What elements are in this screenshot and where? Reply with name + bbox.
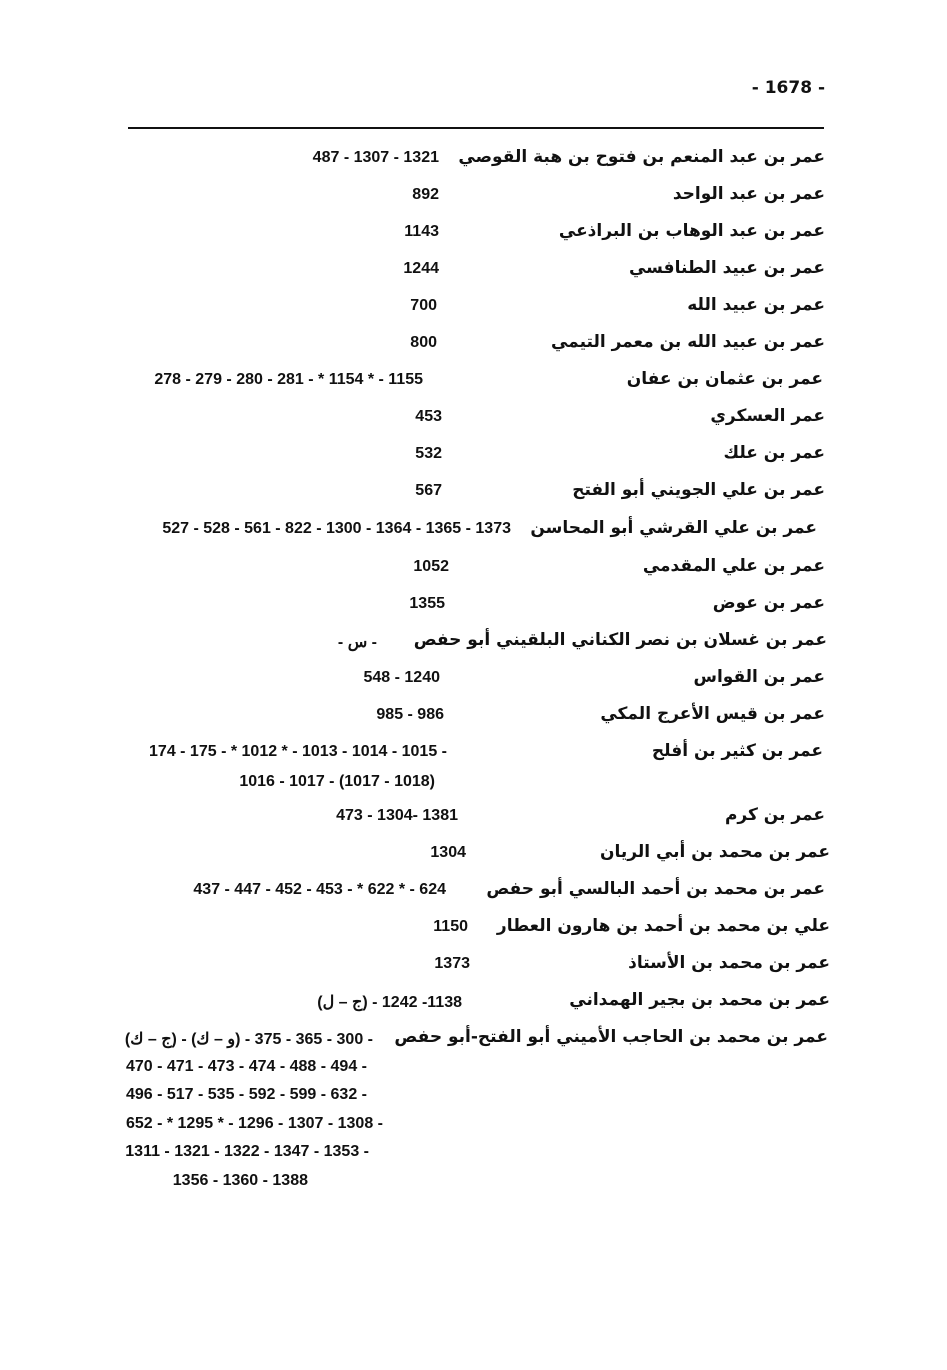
entry-name: عمر بن غسلان بن نصر الكناني البلقيني أبو حفص: [413, 630, 827, 650]
entry-page-refs: 1150: [433, 918, 468, 935]
entry-name: عمر بن عبد الوهاب بن البراذعي: [558, 221, 825, 241]
entry-page-refs: 174 - 175 - * 1012 * - 1013 - 1014 - 1015 -: [149, 743, 447, 760]
entry-page-refs: 1356 - 1360 - 1388: [172, 1171, 308, 1189]
entry-page-refs: (ج – ل) - 1138- 1242: [317, 994, 462, 1011]
entry-name: عمر بن عبيد الطنافسي: [628, 258, 825, 278]
entry-page-refs: - س -: [337, 634, 377, 651]
entry-name: عمر بن علك: [723, 443, 825, 463]
entry-page-refs: 1355: [409, 595, 445, 612]
page-number: - 1678 -: [751, 78, 825, 98]
entry-page-refs: 800: [410, 334, 437, 351]
entry-page-refs: 532: [415, 445, 442, 462]
entry-page-refs: 453: [415, 408, 442, 425]
entry-page-refs: 1311 - 1321 - 1322 - 1347 - 1353 -: [125, 1143, 369, 1160]
entry-page-refs: 1143: [404, 223, 439, 240]
entry-page-refs: 892: [412, 186, 439, 203]
entry-name: عمر بن كثير بن أفلح: [651, 741, 823, 761]
entry-page-refs: 548 - 1240: [363, 669, 440, 686]
entry-name: عمر بن عبد الواحد: [672, 184, 825, 204]
entry-name: عمر العسكري: [710, 406, 825, 426]
entry-name: عمر بن محمد بن بجير الهمداني: [569, 990, 830, 1010]
entry-name: عمر بن عوض: [712, 593, 825, 613]
entry-name: عمر بن قيس الأعرج المكي: [600, 704, 825, 724]
entry-page-refs: 567: [415, 482, 442, 499]
entry-name: عمر بن علي القرشي أبو المحاسن: [530, 518, 817, 538]
entry-page-refs: 1244: [403, 260, 439, 277]
entry-name: عمر بن القواس: [693, 667, 825, 687]
entry-name: عمر بن كرم: [724, 805, 825, 825]
entry-page-refs: 1304: [430, 844, 466, 861]
entry-page-refs: 437 - 447 - 452 - 453 - * 622 * - 624: [193, 881, 446, 898]
entry-page-refs: 985 - 986: [376, 706, 444, 723]
entry-name: عمر بن عبيد الله بن معمر التيمي: [550, 332, 825, 352]
entry-name: عمر بن علي المقدمي: [642, 556, 825, 576]
entry-page-refs: 1052: [413, 558, 449, 575]
entry-name: عمر بن محمد بن أحمد البالسي أبو حفص: [486, 879, 825, 899]
entry-page-refs: 278 - 279 - 280 - 281 - * 1154 * - 1155: [154, 371, 423, 388]
entry-page-refs: 700: [410, 297, 437, 314]
entry-name: عمر بن عبد المنعم بن فتوح بن هبة القوصي: [458, 147, 825, 167]
header-rule: [128, 127, 824, 129]
entry-name: عمر بن محمد بن أبي الريان: [599, 842, 830, 862]
entry-page-refs: 487 - 1307 - 1321: [312, 149, 439, 166]
entry-name: عمر بن محمد بن الأستاذ: [628, 953, 830, 973]
entry-name: عمر بن علي الجويني أبو الفتح: [572, 480, 825, 500]
entry-page-refs: 652 - * 1295 * - 1296 - 1307 - 1308 -: [125, 1114, 383, 1132]
entry-page-refs: 1016 - 1017 - (1017 - 1018): [239, 773, 435, 790]
entry-page-refs: 496 - 517 - 535 - 592 - 599 - 632 -: [125, 1086, 367, 1103]
entry-page-refs: 470 - 471 - 473 - 474 - 488 - 494 -: [125, 1057, 367, 1075]
entry-name: علي بن محمد بن أحمد بن هارون العطار: [496, 916, 830, 936]
entry-page-refs: 473 - 1304- 1381: [336, 807, 458, 824]
entry-name: عمر بن محمد بن الحاجب الأميني أبو الفتح-أبو حفص: [394, 1027, 828, 1047]
entry-page-refs: (ج – ك) - (و – ك) - 300 - 365 - 375 -: [124, 1031, 373, 1048]
entry-name: عمر بن عبيد الله: [687, 295, 825, 315]
entry-page-refs: 1373: [434, 955, 470, 972]
entry-page-refs: 527 - 528 - 561 - 822 - 1300 - 1364 - 1365 - 1373: [162, 520, 511, 537]
entry-name: عمر بن عثمان بن عفان: [626, 369, 823, 389]
